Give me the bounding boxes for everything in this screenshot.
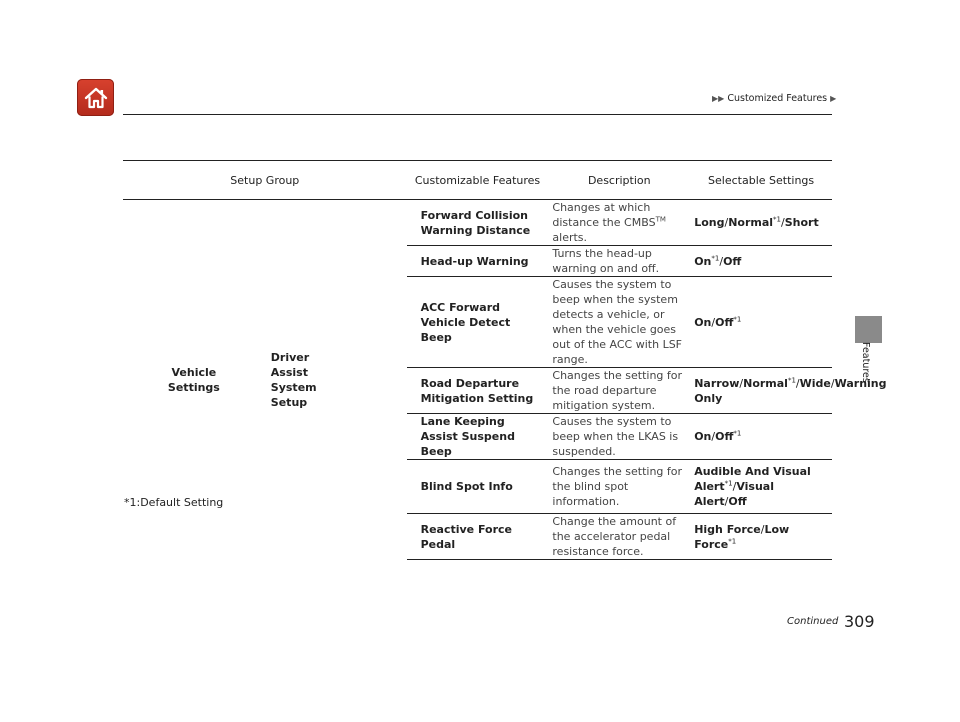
- feature-cell: Reactive Force Pedal: [407, 514, 549, 560]
- breadcrumb-arrow-icon: ▶: [830, 94, 837, 103]
- description-cell: Causes the system to beep when the LKAS is suspended.: [548, 414, 690, 460]
- settings-cell: Narrow/Normal$^{*1}$/Wide/Warning Only: [690, 368, 832, 414]
- section-side-label: Features: [860, 342, 871, 383]
- feature-cell: Lane Keeping Assist Suspend Beep: [407, 414, 549, 460]
- header-description: Description: [548, 161, 690, 200]
- breadcrumb-label: Customized Features: [727, 93, 828, 104]
- feature-cell: ACC Forward Vehicle Detect Beep: [407, 277, 549, 368]
- feature-cell: Road Departure Mitigation Setting: [407, 368, 549, 414]
- header-feature: Customizable Features: [407, 161, 549, 200]
- settings-cell: Audible And Visual Alert$^{*1}$/Visual Alert/Off: [690, 460, 832, 514]
- description-cell: Changes the setting for the road departure mitigation system.: [548, 368, 690, 414]
- home-icon: [83, 86, 109, 110]
- page-number: 309: [844, 612, 875, 631]
- settings-cell: On$^{*1}$/Off: [690, 246, 832, 277]
- header-settings: Selectable Settings: [690, 161, 832, 200]
- footnote: *1:Default Setting: [124, 496, 224, 509]
- section-tab-marker: [855, 316, 882, 343]
- feature-cell: Forward Collision Warning Distance: [407, 200, 549, 246]
- group-cell: Vehicle Settings: [167, 365, 220, 394]
- header-divider: [123, 114, 832, 115]
- customizable-features-table: [123, 161, 887, 560]
- settings-cell: Long/Normal$^{*1}$/Short: [690, 200, 832, 246]
- description-cell: Turns the head-up warning on and off.: [548, 246, 690, 277]
- breadcrumb[interactable]: [712, 93, 836, 104]
- settings-cell: On/Off$^{*1}$: [690, 277, 832, 368]
- table-row: [123, 200, 832, 246]
- description-cell: Changes the setting for the blind spot information.: [548, 460, 690, 514]
- feature-cell: Blind Spot Info: [407, 460, 549, 514]
- feature-cell: Head-up Warning: [407, 246, 549, 277]
- description-cell: Causes the system to beep when the system detects a vehicle, or when the vehicle goes out of the ACC with LSF range.: [548, 277, 690, 368]
- continued-label: Continued: [787, 616, 839, 627]
- header-setup-group: Setup Group: [123, 161, 407, 200]
- breadcrumb-arrow-icon: ▶▶: [712, 94, 725, 103]
- description-cell: Changes at which distance the CMBS™ alerts.: [548, 200, 690, 246]
- settings-cell: High Force/Low Force$^{*1}$: [690, 514, 832, 560]
- description-cell: Change the amount of the accelerator pedal resistance force.: [548, 514, 690, 560]
- subgroup-cell: Driver Assist System Setup: [270, 350, 317, 409]
- home-button[interactable]: [77, 79, 114, 116]
- settings-cell: On/Off$^{*1}$: [690, 414, 832, 460]
